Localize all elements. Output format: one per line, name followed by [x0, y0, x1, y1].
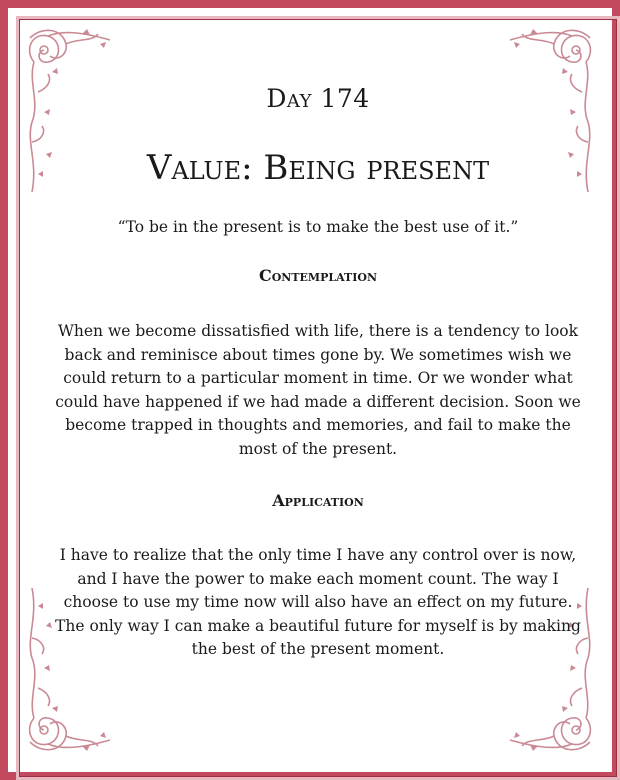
- value-title: Value: Being present: [146, 148, 490, 188]
- application-heading: Application: [272, 491, 364, 510]
- application-text: I have to realize that the only time I have any control over is now, and I have the power to make each moment count. The way I choose to use my time now will also have an effect on my future. The only way I can make a beautiful future for myself is by making the best of the present moment.: [55, 546, 581, 658]
- contemplation-text: When we become dissatisfied with life, there is a tendency to look back and reminisce about times gone by. We sometimes wish we could return to a particular moment in time. Or we wonder what could have happened if we had made a different decision. Soon we become trapped in thoughts and memories, and fail to make the most of the present.: [55, 322, 581, 458]
- quote: “To be in the present is to make the best use of it.”: [117, 218, 519, 236]
- day-title: Day 174: [266, 84, 370, 113]
- contemplation-heading: Contemplation: [258, 266, 378, 285]
